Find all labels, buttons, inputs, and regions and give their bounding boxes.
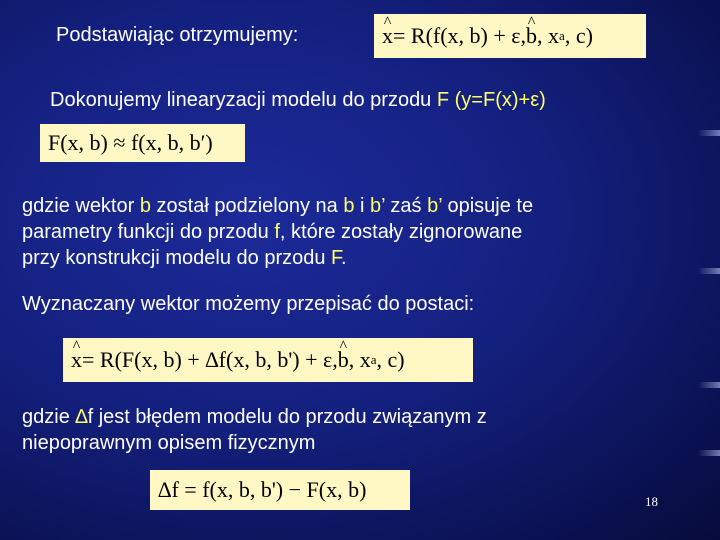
edge-decoration [698, 450, 720, 456]
formula-rewritten: ^ x = R(F(x, b) + ∆f(x, b, b') + ε, ^ b , x a , c) [63, 338, 473, 382]
edge-decoration [698, 130, 720, 136]
edge-decoration [698, 382, 720, 388]
paragraph-model-error: gdzie ∆f jest błędem modelu do przodu związanym z niepoprawnym opisem fizycznym [22, 406, 487, 454]
rewrite-line: Wyznaczany wektor możemy przepisać do postaci: [22, 293, 475, 315]
page-number: 18 [645, 494, 658, 509]
formula-model-error: ∆f = f(x, b, b') − F(x, b) [150, 470, 410, 510]
formula-substitution: ^ x = R(f(x, b) + ε, ^ b , x a , c) [374, 14, 646, 58]
paragraph-vector-split: gdzie wektor b został podzielony na b i b’ zaś b’ opisuje te parametry funkcji do przodu f, które zostały zignorowane przy konstrukcji modelu do przodu F. [22, 195, 534, 269]
linearization-line: Dokonujemy linearyzacji modelu do przodu F (y=F(x)+ε) [50, 89, 546, 111]
intro-line: Podstawiając otrzymujemy: [56, 24, 299, 46]
edge-decoration [698, 268, 720, 274]
formula-linearization: F(x, b) ≈ f(x, b, b′) [40, 124, 245, 162]
